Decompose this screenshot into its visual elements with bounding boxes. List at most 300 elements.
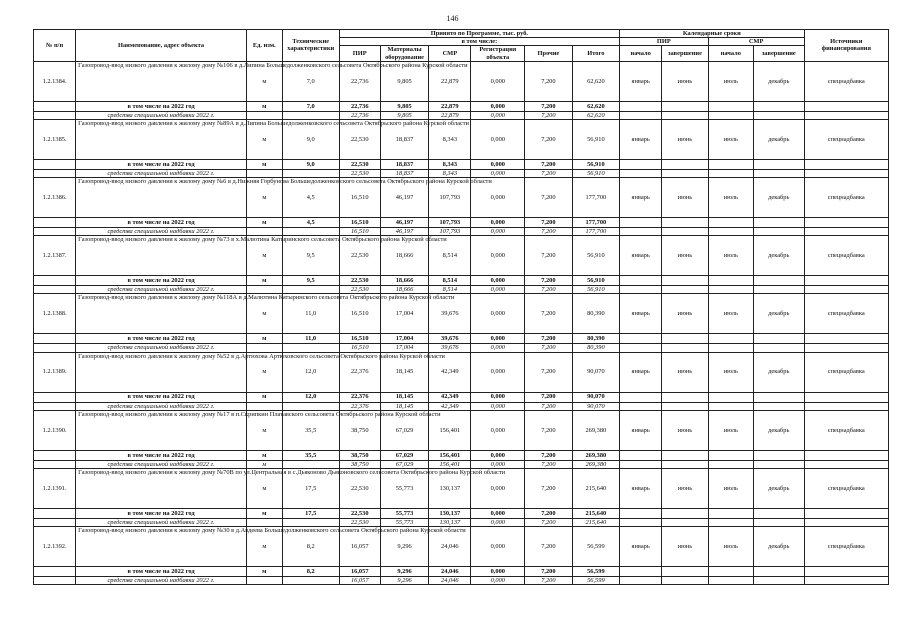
special-mat: 18,145 [380,402,428,410]
row-other: 7,200 [525,61,572,101]
row-source: спецнадбавка [804,236,888,276]
special-total: 56,910 [572,169,619,177]
row-name: Газопровод-ввод низкого давления к жилому дому №70В по ул.Центральная в с.Дьяконово Дьяконовского сельсовета Октябрьского района Курской области [76,468,247,508]
row-pir-start: январь [620,294,662,334]
header-smr-end: завершение [753,46,804,61]
row-smr: 130,137 [429,468,471,508]
subtotal-other: 7,200 [525,276,572,286]
row-smr-start: июль [708,352,753,392]
row-reg: 0,000 [471,119,525,159]
special-total: 90,070 [572,402,619,410]
subtotal-reg: 0,000 [471,101,525,111]
row-smr-start: июль [708,527,753,567]
special-total: 177,700 [572,228,619,236]
subtotal-label: в том числе на 2022 год [76,567,247,577]
row-mat: 67,029 [380,410,428,450]
row-source: спецнадбавка [804,468,888,508]
subtotal-unit: м [246,567,282,577]
row-reg: 0,000 [471,178,525,218]
special-mat: 18,666 [380,286,428,294]
subtotal-qty: 8,2 [282,567,339,577]
row-total: 80,390 [572,294,619,334]
subtotal-row [34,218,889,228]
special-pir: 22,376 [339,402,380,410]
subtotal-mat: 18,145 [380,392,428,402]
special-reg: 0,000 [471,344,525,352]
special-reg: 0,000 [471,518,525,526]
header-num: № п/п [34,30,76,62]
header-smr: СМР [429,46,471,61]
row-source: спецнадбавка [804,527,888,567]
row-smr-end: декабрь [753,119,804,159]
special-total: 62,620 [572,111,619,119]
row-unit: м [246,236,282,276]
page-number: 146 [446,14,459,23]
special-smr: 156,401 [429,460,471,468]
subtotal-mat: 46,197 [380,218,428,228]
special-smr: 107,793 [429,228,471,236]
special-reg: 0,000 [471,286,525,294]
subtotal-other: 7,200 [525,218,572,228]
special-unit [246,577,282,585]
row-mat: 18,145 [380,352,428,392]
table-row [34,352,889,392]
special-total: 80,390 [572,344,619,352]
row-smr-end: декабрь [753,236,804,276]
row-name: Газопровод-ввод низкого давления к жилому дому №73 в х.Малютина Катыринского сельсовета Октябрьского района Курской области [76,236,247,276]
special-reg: 0,000 [471,402,525,410]
subtotal-qty: 9,5 [282,276,339,286]
row-pir: 22,736 [339,61,380,101]
special-pir: 16,510 [339,344,380,352]
subtotal-label: в том числе на 2022 год [76,159,247,169]
subtotal-row [34,567,889,577]
special-row [34,518,889,526]
special-other: 7,200 [525,518,572,526]
special-mat: 46,197 [380,228,428,236]
subtotal-pir: 16,057 [339,567,380,577]
row-pir: 22,376 [339,352,380,392]
header-accepted: Принято по Программе, тыс. руб. [339,30,619,38]
row-qty: 17,5 [282,468,339,508]
row-code: 1.2.1385. [34,119,76,159]
row-qty: 8,2 [282,527,339,567]
row-other: 7,200 [525,119,572,159]
subtotal-other: 7,200 [525,101,572,111]
row-qty: 35,5 [282,410,339,450]
subtotal-other: 7,200 [525,392,572,402]
subtotal-unit: м [246,334,282,344]
row-pir: 16,510 [339,294,380,334]
special-mat: 17,004 [380,344,428,352]
row-qty: 11,0 [282,294,339,334]
special-unit [246,518,282,526]
subtotal-total: 56,910 [572,159,619,169]
special-label: средства специальной надбавки 2022 г. [76,518,247,526]
row-total: 177,700 [572,178,619,218]
row-smr-start: июль [708,236,753,276]
row-pir-start: январь [620,468,662,508]
row-mat: 17,004 [380,294,428,334]
special-smr: 24,046 [429,577,471,585]
row-pir-start: январь [620,61,662,101]
row-name: Газопровод-ввод низкого давления к жилому дому №30 в д.Авдеева Большедолженковского сельсовета Октябрьского района Курской области [76,527,247,567]
special-unit [246,402,282,410]
special-mat: 18,837 [380,169,428,177]
header-source: Источники финансирования [804,30,888,62]
special-label: средства специальной надбавки 2022 г. [76,344,247,352]
subtotal-smr: 8,514 [429,276,471,286]
row-pir-end: июнь [662,352,708,392]
subtotal-smr: 24,046 [429,567,471,577]
subtotal-row [34,334,889,344]
table-row [34,119,889,159]
row-name: Газопровод-ввод низкого давления к жилому дому №17 в п.Скрипкин Платавского сельсовета Октябрьского района Курской области [76,410,247,450]
row-source: спецнадбавка [804,352,888,392]
subtotal-total: 56,910 [572,276,619,286]
special-reg: 0,000 [471,111,525,119]
row-smr: 39,676 [429,294,471,334]
subtotal-total: 80,390 [572,334,619,344]
subtotal-mat: 18,666 [380,276,428,286]
row-unit: м [246,61,282,101]
subtotal-mat: 17,004 [380,334,428,344]
subtotal-unit: м [246,450,282,460]
special-total: 215,640 [572,518,619,526]
subtotal-pir: 22,530 [339,508,380,518]
header-tech: Технические характеристики [282,30,339,62]
subtotal-smr: 130,137 [429,508,471,518]
subtotal-row [34,159,889,169]
special-row [34,228,889,236]
special-row [34,402,889,410]
special-label: средства специальной надбавки 2022 г. [76,169,247,177]
row-code: 1.2.1387. [34,236,76,276]
row-smr-end: декабрь [753,294,804,334]
subtotal-label: в том числе на 2022 год [76,508,247,518]
row-pir: 38,750 [339,410,380,450]
row-smr-start: июль [708,178,753,218]
row-smr-end: декабрь [753,61,804,101]
row-name: Газопровод-ввод низкого давления к жилому дому №6 в д.Нижняя Горбунова Большедолженковского сельсовета Октябрьского района Курской области [76,178,247,218]
subtotal-reg: 0,000 [471,508,525,518]
subtotal-reg: 0,000 [471,159,525,169]
subtotal-smr: 42,349 [429,392,471,402]
subtotal-mat: 67,029 [380,450,428,460]
row-pir-start: январь [620,527,662,567]
table-row [34,236,889,276]
subtotal-label: в том числе на 2022 год [76,218,247,228]
special-smr: 39,676 [429,344,471,352]
row-name: Газопровод-ввод низкого давления к жилому дому №52 в д.Артюхова Артюховского сельсовета Октябрьского района Курской области [76,352,247,392]
header-other: Прочие [525,46,572,61]
row-source: спецнадбавка [804,119,888,159]
row-pir-start: январь [620,410,662,450]
row-mat: 18,666 [380,236,428,276]
special-other: 7,200 [525,577,572,585]
subtotal-smr: 8,343 [429,159,471,169]
subtotal-pir: 16,510 [339,218,380,228]
row-unit: м [246,294,282,334]
row-unit: м [246,527,282,567]
header-including: в том числе: [339,38,619,46]
subtotal-smr: 107,793 [429,218,471,228]
header-calendar: Календарные сроки [620,30,804,38]
row-total: 90,070 [572,352,619,392]
special-other: 7,200 [525,169,572,177]
special-label: средства специальной надбавки 2022 г. [76,402,247,410]
special-total: 269,380 [572,460,619,468]
subtotal-unit: м [246,218,282,228]
table-row [34,527,889,567]
row-smr: 42,349 [429,352,471,392]
subtotal-other: 7,200 [525,159,572,169]
subtotal-row [34,508,889,518]
special-reg: 0,000 [471,460,525,468]
row-other: 7,200 [525,468,572,508]
table-body [34,61,889,585]
row-code: 1.2.1389. [34,352,76,392]
row-smr: 8,343 [429,119,471,159]
row-qty: 4,5 [282,178,339,218]
subtotal-mat: 9,805 [380,101,428,111]
row-pir: 22,530 [339,468,380,508]
special-unit [246,286,282,294]
row-pir-end: июнь [662,410,708,450]
row-mat: 9,805 [380,61,428,101]
subtotal-other: 7,200 [525,508,572,518]
row-reg: 0,000 [471,468,525,508]
subtotal-qty: 9,0 [282,159,339,169]
special-other: 7,200 [525,402,572,410]
row-source: спецнадбавка [804,61,888,101]
special-row [34,344,889,352]
subtotal-label: в том числе на 2022 год [76,450,247,460]
special-unit [246,228,282,236]
special-unit [246,111,282,119]
program-table [33,29,889,585]
subtotal-mat: 9,296 [380,567,428,577]
row-smr: 107,793 [429,178,471,218]
row-source: спецнадбавка [804,294,888,334]
subtotal-other: 7,200 [525,567,572,577]
special-row [34,577,889,585]
row-source: спецнадбавка [804,410,888,450]
special-label: средства специальной надбавки 2022 г. [76,577,247,585]
row-other: 7,200 [525,352,572,392]
special-mat: 55,773 [380,518,428,526]
row-code: 1.2.1384. [34,61,76,101]
row-other: 7,200 [525,294,572,334]
row-pir: 22,530 [339,236,380,276]
row-name: Газопровод-ввод низкого давления к жилому дому №89А в д.Липина Большедолженковского сельсовета Октябрьского района Курской области [76,119,247,159]
table-row [34,178,889,218]
special-smr: 42,349 [429,402,471,410]
subtotal-reg: 0,000 [471,567,525,577]
row-code: 1.2.1388. [34,294,76,334]
subtotal-smr: 22,879 [429,101,471,111]
row-unit: м [246,410,282,450]
row-mat: 55,773 [380,468,428,508]
special-row [34,169,889,177]
subtotal-pir: 22,530 [339,159,380,169]
special-label: средства специальной надбавки 2022 г. [76,460,247,468]
row-pir-end: июнь [662,294,708,334]
special-pir: 38,750 [339,460,380,468]
row-reg: 0,000 [471,410,525,450]
table-row [34,468,889,508]
row-pir-end: июнь [662,61,708,101]
row-smr-start: июль [708,294,753,334]
row-pir: 22,530 [339,119,380,159]
subtotal-total: 215,640 [572,508,619,518]
row-other: 7,200 [525,178,572,218]
special-pir: 22,530 [339,286,380,294]
row-total: 56,910 [572,119,619,159]
row-smr-end: декабрь [753,352,804,392]
row-smr: 24,046 [429,527,471,567]
subtotal-reg: 0,000 [471,334,525,344]
subtotal-unit: м [246,392,282,402]
subtotal-smr: 156,401 [429,450,471,460]
row-smr-start: июль [708,410,753,450]
subtotal-row [34,101,889,111]
row-other: 7,200 [525,410,572,450]
special-pir: 22,736 [339,111,380,119]
subtotal-qty: 17,5 [282,508,339,518]
row-mat: 46,197 [380,178,428,218]
table-header [34,30,889,62]
subtotal-unit: м [246,159,282,169]
subtotal-label: в том числе на 2022 год [76,392,247,402]
row-pir-start: январь [620,119,662,159]
header-materials: Материалы оборудование [380,46,428,61]
row-smr-end: декабрь [753,468,804,508]
subtotal-pir: 22,736 [339,101,380,111]
row-pir-end: июнь [662,119,708,159]
special-mat: 9,805 [380,111,428,119]
special-total: 56,599 [572,577,619,585]
subtotal-qty: 7,0 [282,101,339,111]
subtotal-total: 62,620 [572,101,619,111]
row-reg: 0,000 [471,352,525,392]
row-smr-end: декабрь [753,178,804,218]
special-smr: 8,514 [429,286,471,294]
table-row [34,61,889,101]
row-name: Газопровод-ввод низкого давления к жилому дому №106 в д.Липина Большедолженковского сельсовета Октябрьского района Курской области [76,61,247,101]
special-reg: 0,000 [471,169,525,177]
subtotal-row [34,450,889,460]
row-pir-end: июнь [662,178,708,218]
subtotal-reg: 0,000 [471,392,525,402]
header-pir-end: завершение [662,46,708,61]
row-code: 1.2.1391. [34,468,76,508]
special-smr: 8,343 [429,169,471,177]
special-pir: 22,530 [339,169,380,177]
subtotal-label: в том числе на 2022 год [76,276,247,286]
subtotal-reg: 0,000 [471,218,525,228]
header-pir-start: начало [620,46,662,61]
subtotal-pir: 38,750 [339,450,380,460]
subtotal-reg: 0,000 [471,276,525,286]
special-other: 7,200 [525,286,572,294]
row-total: 269,380 [572,410,619,450]
special-smr: 130,137 [429,518,471,526]
header-registration: Регистрация объекта [471,46,525,61]
special-other: 7,200 [525,111,572,119]
subtotal-total: 269,380 [572,450,619,460]
subtotal-pir: 22,376 [339,392,380,402]
special-mat: 9,296 [380,577,428,585]
subtotal-row [34,276,889,286]
row-reg: 0,000 [471,61,525,101]
subtotal-unit: м [246,508,282,518]
special-smr: 22,879 [429,111,471,119]
subtotal-unit: м [246,101,282,111]
subtotal-total: 90,070 [572,392,619,402]
header-pir: ПИР [339,46,380,61]
row-reg: 0,000 [471,236,525,276]
subtotal-row [34,392,889,402]
row-total: 215,640 [572,468,619,508]
special-reg: 0,000 [471,228,525,236]
subtotal-total: 56,599 [572,567,619,577]
row-name: Газопровод-ввод низкого давления к жилому дому №118А в д.Малютина Катыринского сельсовета Октябрьского района Курской области [76,294,247,334]
subtotal-qty: 35,5 [282,450,339,460]
table-row [34,410,889,450]
row-unit: м [246,468,282,508]
row-pir-start: январь [620,236,662,276]
row-qty: 7,0 [282,61,339,101]
header-cal-pir: ПИР [620,38,709,46]
row-other: 7,200 [525,236,572,276]
special-pir: 16,510 [339,228,380,236]
special-other: 7,200 [525,344,572,352]
special-pir: 22,530 [339,518,380,526]
special-total: 56,910 [572,286,619,294]
special-pir: 16,057 [339,577,380,585]
row-pir-start: январь [620,178,662,218]
row-unit: м [246,352,282,392]
row-pir: 16,057 [339,527,380,567]
row-mat: 9,296 [380,527,428,567]
subtotal-smr: 39,676 [429,334,471,344]
row-other: 7,200 [525,527,572,567]
row-code: 1.2.1392. [34,527,76,567]
row-smr-start: июль [708,119,753,159]
row-smr-start: июль [708,61,753,101]
special-label: средства специальной надбавки 2022 г. [76,111,247,119]
special-mat: 67,029 [380,460,428,468]
subtotal-total: 177,700 [572,218,619,228]
subtotal-pir: 22,530 [339,276,380,286]
row-code: 1.2.1386. [34,178,76,218]
subtotal-pir: 16,510 [339,334,380,344]
row-source: спецнадбавка [804,178,888,218]
subtotal-mat: 55,773 [380,508,428,518]
header-smr-start: начало [708,46,753,61]
header-unit: Ед. изм. [246,30,282,62]
row-total: 56,599 [572,527,619,567]
subtotal-label: в том числе на 2022 год [76,101,247,111]
special-unit [246,169,282,177]
row-pir-start: январь [620,352,662,392]
subtotal-unit: м [246,276,282,286]
special-label: средства специальной надбавки 2022 г. [76,286,247,294]
row-smr-end: декабрь [753,527,804,567]
row-unit: м [246,178,282,218]
row-total: 62,620 [572,61,619,101]
